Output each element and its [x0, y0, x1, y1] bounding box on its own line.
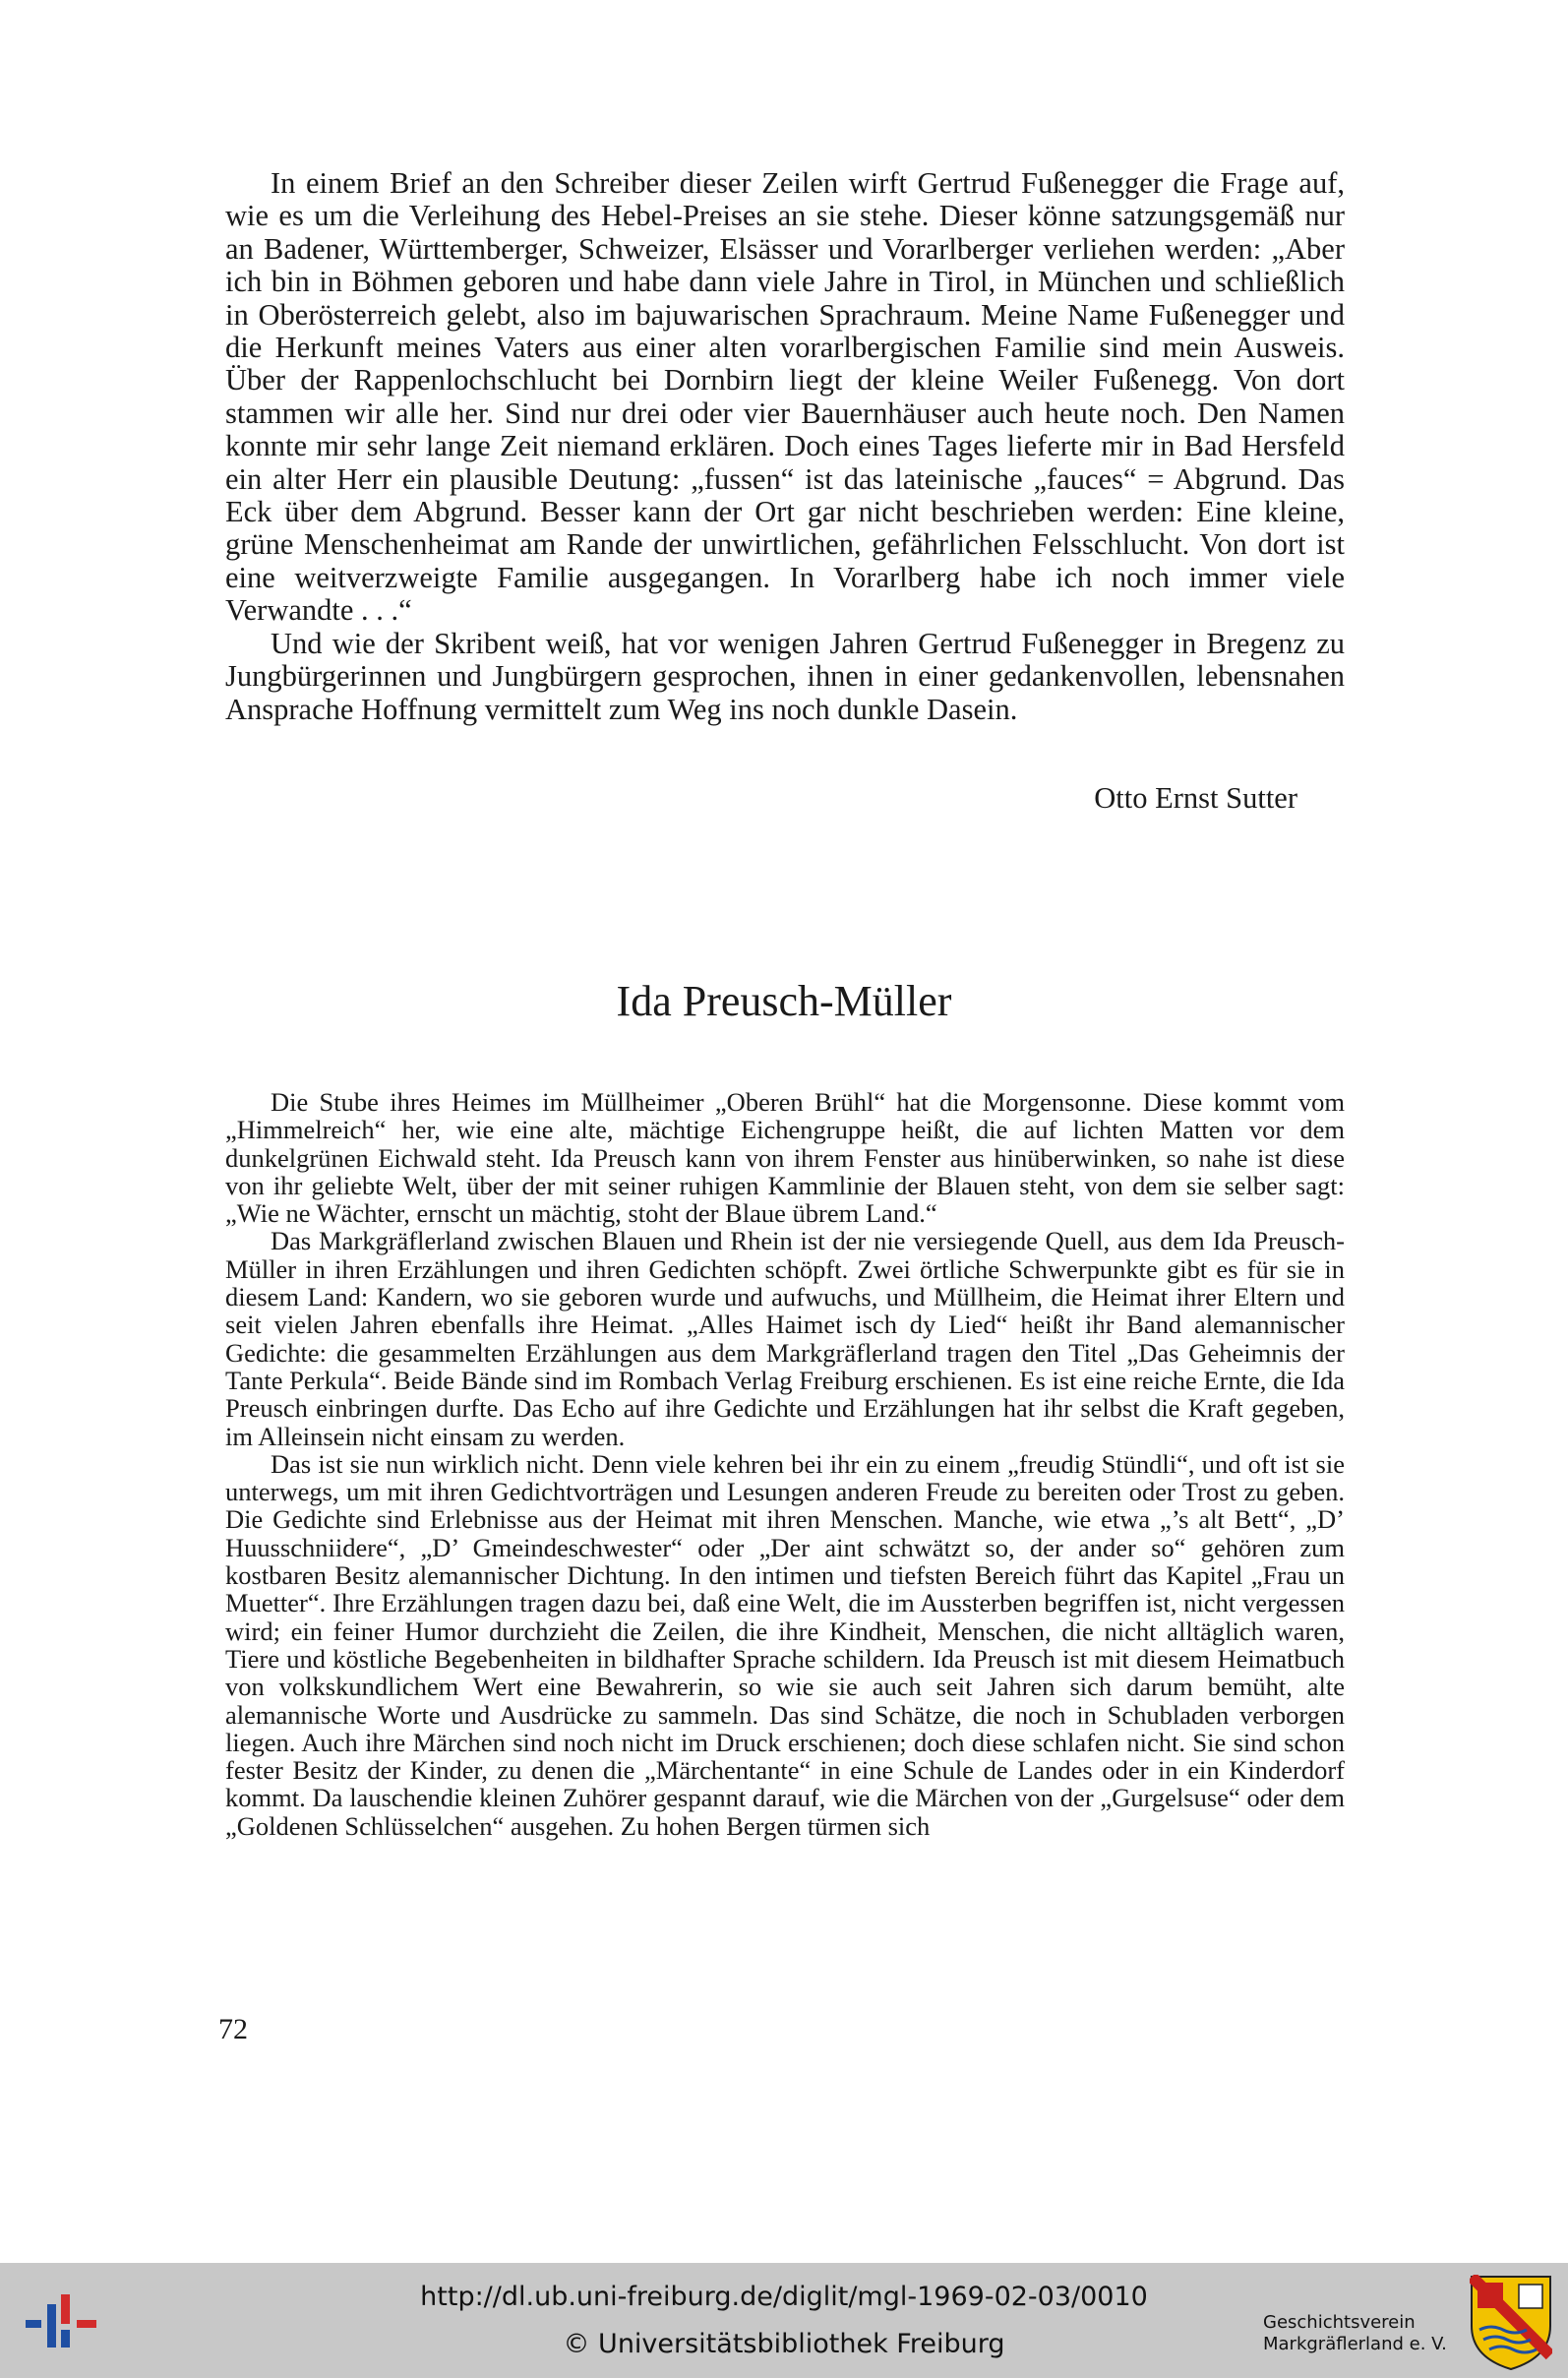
paragraph: Das Markgräflerland zwischen Blauen und Rhein ist der nie versiegende Quell, aus dem Ida Preusch-Müller in ihren Erzählungen und ihren Gedichten schöpft. Zwei örtliche Schwerpunkte gibt es für sie in diesem Land: Kandern, wo sie geboren wurde und aufwuchs, und Müllheim, die Heimat ihrer Eltern und seit vielen Jahren ebenfalls ihre Heimat. „Alles Haimet isch dy Lied“ heißt ihr Band alemannischer Gedichte: die gesammelten Erzählungen aus dem Markgräflerland tragen den Titel „Das Geheimnis der Tante Perkula“. Beide Bände sind im Rombach Verlag Freiburg erschienen. Es ist eine reiche Ernte, die Ida Preusch einbringen durfte. Das Echo auf ihre Gedichte und Erzählungen hat ihr selbst die Kraft gegeben, im Alleinsein nicht einsam zu werden.	[225, 1226, 1345, 1451]
paragraph: Die Stube ihres Heimes im Müllheimer „Oberen Brühl“ hat die Morgensonne. Diese kommt vom „Himmelreich“ her, wie eine alte, mächtige Eichengruppe heißt, die auf lichten Matten vor dem dunkelgrünen Eichwald steht. Ida Preusch kann von ihrem Fenster aus hinüberwinken, so nahe ist diese von ihr geliebte Welt, über der mit seiner ruhigen Kammlinie der Blauen steht, von dem sie selber sagt: „Wie ne Wächter, ernscht un mächtig, stoht der Blaue übrem Land.“	[225, 1087, 1345, 1229]
organization-name-line: Geschichtsverein	[1263, 2312, 1416, 2333]
author-signature: Otto Ernst Sutter	[1094, 781, 1297, 815]
paragraph: In einem Brief an den Schreiber dieser Zeilen wirft Gertrud Fußenegger die Frage auf, wie es um die Verleihung des Hebel-Preises an sie stehe. Dieser könne satzungsgemäß nur an Badener, Württemberger, Schweizer, Elsässer und Vorarlberger verliehen werden: „Aber ich bin in Böhmen geboren und habe dann viele Jahre in Tirol, in München und schließlich in Oberösterreich gelebt, also im bajuwarischen Sprachraum. Meine Name Fußenegger und die Herkunft meines Vaters aus einer alten vorarlbergischen Familie sind mein Ausweis. Über der Rappenlochschlucht bei Dornbirn liegt der kleine Weiler Fußenegg. Von dort stammen wir alle her. Sind nur drei oder vier Bauernhäuser auch heute noch. Den Namen konnte mir sehr lange Zeit niemand erklären. Doch eines Tages lieferte mir in Bad Hersfeld ein alter Herr ein plausible Deutung: „fussen“ ist das lateinische „fauces“ = Abgrund. Das Eck über dem Abgrund. Besser kann der Ort gar nicht beschrieben werden: Eine kleine, grüne Menschenheimat am Rande der unwirtlichen, gefährlichen Felsschlucht. Von dort ist eine weitverzweigte Familie ausgegangen. In Vorarlberg habe ich noch immer viele Verwandte . . .“	[225, 166, 1345, 628]
document-url-link[interactable]: http://dl.ub.uni-freiburg.de/diglit/mgl-1969-02-03/0010	[420, 2282, 1148, 2312]
paragraph: Und wie der Skribent weiß, hat vor wenigen Jahren Gertrud Fußenegger in Bregenz zu Jungbürgerinnen und Jungbürgern gesprochen, ihnen in einer gedankenvollen, lebensnahen Ansprache Hoffnung vermittelt zum Weg ins noch dunkle Dasein.	[225, 626, 1345, 726]
article-title: Ida Preusch-Müller	[616, 977, 952, 1025]
coat-of-arms-icon	[1470, 2275, 1552, 2371]
organization-name-line: Markgräflerland e. V.	[1263, 2334, 1447, 2354]
copyright-notice: © Universitätsbibliothek Freiburg	[563, 2329, 1005, 2359]
article-body	[225, 1088, 1345, 1840]
paragraph: Das ist sie nun wirklich nicht. Denn viele kehren bei ihr ein zu einem „freudig Stündli“, und oft ist sie unterwegs, um mit ihren Gedichtvorträgen und Lesungen anderen Freude zu bereiten oder Trost zu geben. Die Gedichte sind Erlebnisse aus der Heimat mit ihren Menschen. Manche, wie etwa „’s alt Bett“, „D’ Huusschniidere“, „D’ Gmeindeschwester“ oder „Der aint schwätzt so, der ander so“ gehören zum kostbaren Besitz alemannischer Dichtung. In den intimen und tiefsten Bereich führt das Kapitel „Frau un Muetter“. Ihre Erzählungen tragen dazu bei, daß eine Welt, die im Aussterben begriffen ist, nicht vergessen wird; ein feiner Humor durchzieht die Zeilen, die ihre Kindheit, Menschen, die nicht alltäglich waren, Tiere und köstliche Begebenheiten in bildhafter Sprache schildern. Ida Preusch ist mit diesem Heimatbuch von volkskundlichem Wert eine Bewahrerin, so wie sie auch seit Jahren sich darum bemüht, alte alemannische Worte und Ausdrücke zu sammeln. Das sind Schätze, die noch in Schubladen verborgen liegen. Auch ihre Märchen sind noch nicht im Druck erschienen; doch diese schlafen nicht. Sie sind schon fester Besitz der Kinder, zu denen die „Märchentante“ in eine Schule de Landes oder in ein Kinderdorf kommt. Da lauschendie kleinen Zuhörer gespannt darauf, wie die Märchen von der „Gurgelsuse“ oder dem „Goldenen Schlüsselchen“ ausgehen. Zu hohen Bergen türmen sich	[225, 1448, 1345, 1841]
footer-bar	[0, 2263, 1568, 2378]
page-number: 72	[218, 2013, 248, 2045]
article-continuation	[225, 167, 1345, 726]
organization-name	[1263, 2312, 1447, 2355]
